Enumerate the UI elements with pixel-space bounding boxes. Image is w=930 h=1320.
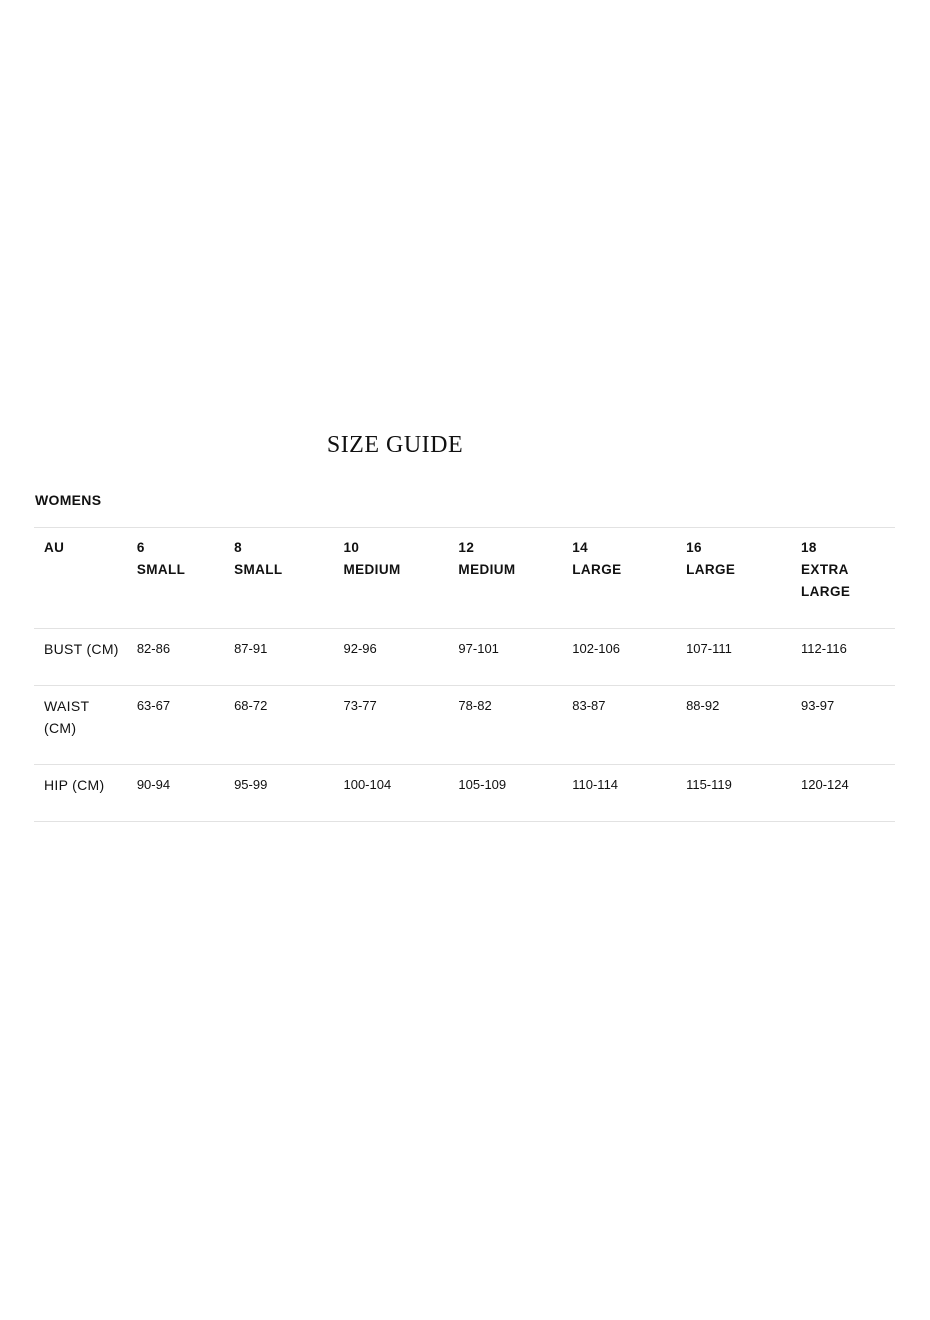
table-cell: 78-82 [458, 698, 492, 713]
table-cell: 83-87 [572, 698, 606, 713]
header-cell-size-10 [333, 528, 448, 629]
page-title: SIZE GUIDE [326, 432, 464, 458]
table-row-bust [34, 629, 895, 686]
header-size-name: LARGE [686, 562, 736, 577]
table-cell: 68-72 [234, 698, 268, 713]
table-cell: 115-119 [686, 777, 732, 792]
table-cell: 105-109 [458, 777, 507, 792]
table-header-row [34, 528, 895, 629]
row-label-bust: BUST (CM) [44, 641, 119, 657]
header-au-label: AU [44, 540, 65, 555]
header-cell-au [34, 528, 127, 629]
table-row-waist [34, 686, 895, 765]
table-cell: 90-94 [136, 777, 171, 792]
table-cell: 92-96 [343, 641, 377, 656]
size-guide-table [34, 527, 895, 822]
table-cell: 87-91 [234, 641, 268, 656]
header-size-name: SMALL [136, 562, 186, 577]
header-size-number: 8 [234, 540, 242, 555]
header-size-name: LARGE [572, 562, 622, 577]
header-size-name: MEDIUM [343, 562, 401, 577]
table-cell: 88-92 [686, 698, 720, 713]
header-cell-size-14 [562, 528, 676, 629]
table-cell: 100-104 [343, 777, 392, 792]
header-cell-size-18 [791, 528, 895, 629]
header-cell-size-8 [224, 528, 333, 629]
row-label-hip: HIP (CM) [44, 777, 105, 793]
table-cell: 97-101 [458, 641, 499, 656]
header-size-name: EXTRA LARGE [801, 562, 851, 599]
header-size-number: 18 [801, 540, 817, 555]
table-cell: 82-86 [136, 641, 171, 656]
table-cell: 95-99 [234, 777, 268, 792]
header-size-name: MEDIUM [458, 562, 516, 577]
header-size-number: 10 [343, 540, 360, 555]
table-cell: 107-111 [686, 641, 732, 656]
table-row-hip [34, 765, 895, 822]
table-cell: 110-114 [572, 777, 619, 792]
header-size-number: 14 [572, 540, 589, 555]
table-cell: 120-124 [801, 777, 849, 792]
header-cell-size-6 [127, 528, 224, 629]
header-cell-size-16 [676, 528, 791, 629]
table-cell: 112-116 [801, 641, 847, 656]
table-cell: 73-77 [343, 698, 377, 713]
table-cell: 102-106 [572, 641, 620, 656]
section-label-womens: WOMENS [35, 492, 102, 508]
table-cell: 93-97 [801, 698, 835, 713]
header-size-name: SMALL [234, 562, 283, 577]
row-label-waist: WAIST (CM) [44, 698, 90, 736]
header-size-number: 16 [686, 540, 702, 555]
header-cell-size-12 [448, 528, 562, 629]
header-size-number: 12 [458, 540, 475, 555]
table-cell: 63-67 [136, 698, 171, 713]
header-size-number: 6 [136, 540, 145, 555]
